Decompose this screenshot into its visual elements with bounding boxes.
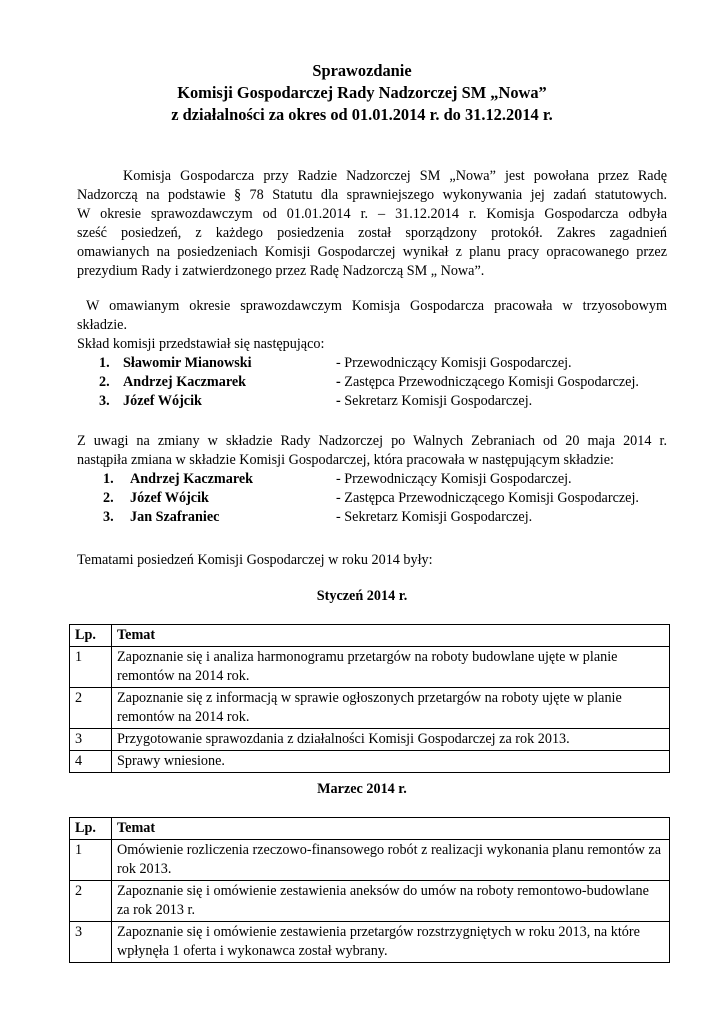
row-topic: Omówienie rozliczenia rzeczowo-finansowego robót z realizacji wykonania planu remontów za rok 2013. [112,840,670,881]
paragraph-line: Nadzorczą na podstawie § 78 Statutu dla sprawniejszego wykonywania jej zadań statutowych. [77,187,667,203]
table-row [70,922,670,963]
member-number: 2. [103,490,114,506]
member-name: Józef Wójcik [130,490,209,506]
month-heading-march: Marzec 2014 r. [317,781,407,797]
row-number: 3 [70,729,112,751]
member-role: - Przewodniczący Komisji Gospodarczej. [336,355,572,371]
row-number: 4 [70,751,112,773]
document-subtitle: Komisji Gospodarczej Rady Nadzorczej SM „Nowa” [177,83,547,102]
table-row [70,881,670,922]
paragraph-line: Komisja Gospodarcza przy Radzie Nadzorczej SM „Nowa” jest powołana przez Radę [123,168,667,184]
table-row [70,647,670,688]
member-row [77,489,677,508]
column-header-topic: Temat [112,818,670,840]
column-header-lp: Lp. [70,625,112,647]
change-paragraph [77,432,667,470]
composition-paragraph-end: składzie. [77,317,128,333]
member-role: - Sekretarz Komisji Gospodarczej. [336,509,533,525]
row-number: 2 [70,688,112,729]
members-list-initial [77,354,677,411]
row-topic: Sprawy wniesione. [112,751,670,773]
paragraph-line: W okresie sprawozdawczym od 01.01.2014 r. – 31.12.2014 r. Komisja Gospodarcza odbyła [77,206,667,222]
member-number: 3. [99,393,110,409]
member-name: Józef Wójcik [123,393,202,409]
member-number: 1. [103,471,114,487]
paragraph-line: Z uwagi na zmiany w składzie Rady Nadzorczej po Walnych Zebraniach od 20 maja 2014 r. [77,433,667,449]
member-role: - Sekretarz Komisji Gospodarczej. [336,393,533,409]
document-period: z działalności za okres od 01.01.2014 r. do 31.12.2014 r. [171,105,553,124]
member-row [77,354,677,373]
row-topic: Przygotowanie sprawozdania z działalności Komisji Gospodarczej za rok 2013. [112,729,670,751]
column-header-topic: Temat [112,625,670,647]
member-role: - Przewodniczący Komisji Gospodarczej. [336,471,572,487]
paragraph-line: omawianych na posiedzeniach Komisji Gospodarczej wynikał z planu pracy opracowanego przez [77,244,667,260]
topics-table-march [69,817,670,963]
table-row [70,688,670,729]
intro-paragraph [77,167,667,281]
table-header-row [70,818,670,840]
column-header-lp: Lp. [70,818,112,840]
member-name: Andrzej Kaczmarek [130,471,254,487]
member-role: - Zastępca Przewodniczącego Komisji Gospodarczej. [336,490,639,506]
row-topic: Zapoznanie się i analiza harmonogramu przetargów na roboty budowlane ujęte w planie remontów na 2014 rok. [112,647,670,688]
member-row [77,470,677,489]
member-number: 2. [99,374,110,390]
table-row [70,751,670,773]
paragraph-line: prezydium Rady i zatwierdzonego przez Radę Nadzorczą SM „ Nowa”. [77,263,485,279]
paragraph-line: sześć posiedzeń, z każdego posiedzenia został sporządzony protokół. Zakres zagadnień [77,225,667,241]
table-row [70,729,670,751]
month-heading-january: Styczeń 2014 r. [316,588,408,604]
row-number: 1 [70,840,112,881]
member-name: Sławomir Mianowski [123,355,252,371]
topics-table-january [69,624,670,773]
composition-intro: Skład komisji przedstawiał się następująco: [77,336,325,352]
member-row [77,508,677,527]
row-topic: Zapoznanie się i omówienie zestawienia aneksów do umów na roboty remontowo-budowlane za rok 2013 r. [112,881,670,922]
member-name: Andrzej Kaczmarek [123,374,247,390]
members-list-after-change [77,470,677,527]
row-number: 2 [70,881,112,922]
member-name: Jan Szafraniec [130,509,220,525]
row-topic: Zapoznanie się z informacją w sprawie ogłoszonych przetargów na roboty ujęte w planie remontów na 2014 rok. [112,688,670,729]
row-topic: Zapoznanie się i omówienie zestawienia przetargów rozstrzygniętych w roku 2013, na które wpłynęła 1 oferta i wykonawca został wybrany. [112,922,670,963]
member-role: - Zastępca Przewodniczącego Komisji Gospodarczej. [336,374,639,390]
topics-intro: Tematami posiedzeń Komisji Gospodarczej w roku 2014 były: [77,552,433,568]
table-row [70,840,670,881]
member-row [77,392,677,411]
member-number: 1. [99,355,110,371]
paragraph-line: W omawianym okresie sprawozdawczym Komisja Gospodarcza pracowała w trzyosobowym [86,298,667,314]
row-number: 1 [70,647,112,688]
document-title: Sprawozdanie [312,61,412,80]
row-number: 3 [70,922,112,963]
table-header-row [70,625,670,647]
composition-paragraph [86,297,667,316]
member-row [77,373,677,392]
member-number: 3. [103,509,114,525]
paragraph-line: nastąpiła zmiana w składzie Komisji Gospodarczej, która pracowała w następującym składzie: [77,452,614,468]
